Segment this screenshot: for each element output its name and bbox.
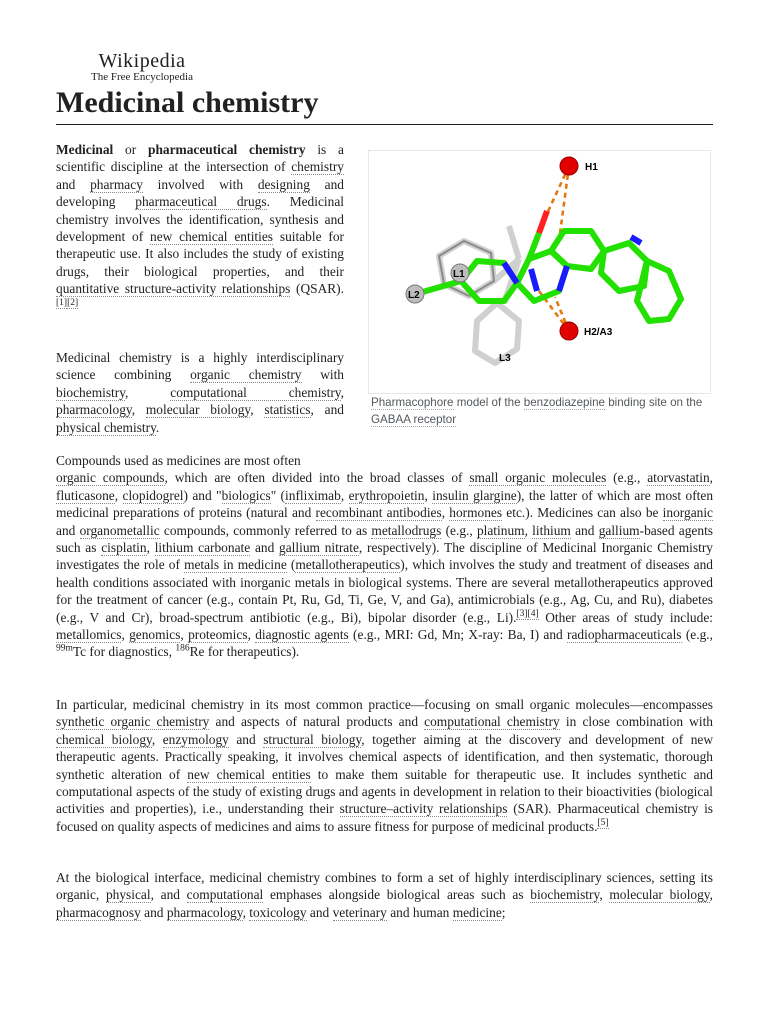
link-molecular-biology[interactable]: molecular biology <box>145 402 251 418</box>
paragraph-biological-interface: At the biological interface, medicinal chemistry combines to form a set of highly interdisciplinary sciences, setting its organic, physical, and computational emphases alongside biological areas such as biochemistry, molecular biology, pharmacognosy and pharmacology, toxicology and veterinary and human medicine; <box>56 870 713 920</box>
link-synthetic-organic-chemistry[interactable]: synthetic organic chemistry <box>56 714 210 730</box>
link-pharmacophore[interactable]: Pharmacophore <box>371 396 454 409</box>
label-l3: L3 <box>499 353 511 364</box>
link-recombinant-antibodies[interactable]: recombinant antibodies <box>315 505 442 521</box>
wikipedia-logo[interactable] <box>77 50 207 83</box>
link-pharmaceutical-drugs[interactable]: pharmaceutical drugs <box>135 194 267 210</box>
logo-wordmark: Wikipedia <box>98 50 186 72</box>
paragraph-intro: Medicinal or pharmaceutical chemistry is a scientific discipline at the intersection of chemistry and pharmacy involved with designing and developing pharmaceutical drugs. Medicinal chemistry involves the identification, synthesis and development of new chemical entities suitable for therapeutic use. It also includes the study of existing drugs, their biological properties, and their quantitative structure-activity relationships (QSAR).[1][2] <box>56 142 344 309</box>
citation-4[interactable]: [4] <box>527 609 539 620</box>
link-insulin-glargine[interactable]: insulin glargine <box>432 487 517 503</box>
title-underline <box>56 124 713 125</box>
link-cisplatin[interactable]: cisplatin <box>101 540 147 556</box>
link-gabaa-receptor[interactable]: GABAA receptor <box>371 413 457 426</box>
link-pharmacy[interactable]: pharmacy <box>90 176 143 192</box>
link-pharmacology[interactable]: pharmacology <box>56 402 132 418</box>
link-computational-chemistry-2[interactable]: computational chemistry <box>424 714 560 730</box>
link-gallium-nitrate[interactable]: gallium nitrate <box>279 540 359 556</box>
pharmacophore-figure[interactable] <box>368 150 711 394</box>
logo-tagline: The Free Encyclopedia <box>90 71 193 83</box>
paragraph-practice: In particular, medicinal chemistry in its most common practice—focusing on small organic molecules—encompasses synthetic organic chemistry and aspects of natural products and computational chemistry in close combination with chemical biology, enzymology and structural biology, together aiming at the discovery and development of new therapeutic agents. Practically speaking, it involves chemical aspects of identification, and then systematic, thorough synthetic alteration of new chemical entities to make them suitable for therapeutic use. It includes synthetic and computational aspects of the study of existing drugs and agents in development in relation to their bioactivities (biological activities and properties), i.e., understanding their structure–activity relationships (SAR). Pharmaceutical chemistry is focused on quality aspects of medicines and aims to assure fitness for purpose of medicinal products.[5] <box>56 697 713 834</box>
link-biochemistry-2[interactable]: biochemistry <box>530 887 600 903</box>
link-qsar[interactable]: quantitative structure-activity relationships <box>56 281 291 297</box>
link-organic-chemistry[interactable]: organic chemistry <box>190 367 302 383</box>
link-structure-activity-relationships[interactable]: structure–activity relationships <box>339 801 508 817</box>
link-inorganic[interactable]: inorganic <box>662 505 713 521</box>
link-new-chemical-entities-2[interactable]: new chemical entities <box>187 766 311 782</box>
link-biologics[interactable]: biologics <box>221 487 271 503</box>
link-structural-biology[interactable]: structural biology <box>263 731 362 747</box>
label-l2: L2 <box>408 290 420 301</box>
link-enzymology[interactable]: enzymology <box>162 731 229 747</box>
link-fluticasone[interactable]: fluticasone <box>56 487 115 503</box>
link-designing[interactable]: designing <box>257 176 310 192</box>
link-atorvastatin[interactable]: atorvastatin <box>647 470 710 486</box>
link-molecular-biology-2[interactable]: molecular biology <box>609 887 710 903</box>
citation-1[interactable]: [1] <box>56 298 68 309</box>
link-benzodiazepine[interactable]: benzodiazepine <box>523 396 605 409</box>
link-metals-in-medicine[interactable]: metals in medicine <box>184 557 287 573</box>
link-lithium[interactable]: lithium <box>532 522 571 538</box>
link-genomics[interactable]: genomics <box>129 627 181 643</box>
link-metallodrugs[interactable]: metallodrugs <box>371 522 442 538</box>
citation-5[interactable]: [5] <box>597 818 609 829</box>
paragraph-interdisciplinary: Medicinal chemistry is a highly interdisciplinary science combining organic chemistry with biochemistry, computational chemistry, pharmacology, molecular biology, statistics, and physical chemistry. <box>56 350 345 435</box>
figure-caption: Pharmacophore model of the benzodiazepine binding site on the GABAA receptor <box>371 396 703 426</box>
page-title: Medicinal chemistry <box>56 86 319 119</box>
link-statistics[interactable]: statistics <box>264 402 311 418</box>
link-lithium-carbonate[interactable]: lithium carbonate <box>154 540 251 556</box>
link-gallium[interactable]: gallium <box>598 522 640 538</box>
link-new-chemical-entities[interactable]: new chemical entities <box>150 229 274 245</box>
link-pharmacognosy[interactable]: pharmacognosy <box>56 904 141 920</box>
link-diagnostic-agents[interactable]: diagnostic agents <box>255 627 349 643</box>
label-h1: H1 <box>585 162 598 173</box>
link-metallotherapeutics[interactable]: metallotherapeutics <box>295 557 401 573</box>
link-platinum[interactable]: platinum <box>476 522 525 538</box>
link-chemical-biology[interactable]: chemical biology <box>56 731 152 747</box>
link-organometallic[interactable]: organometallic <box>79 522 160 538</box>
link-toxicology[interactable]: toxicology <box>249 904 307 920</box>
link-medicine[interactable]: medicine <box>452 904 502 920</box>
link-physical-chemistry[interactable]: physical chemistry <box>56 419 156 435</box>
link-pharmacology-2[interactable]: pharmacology <box>166 904 243 920</box>
link-biochemistry[interactable]: biochemistry <box>56 384 126 400</box>
link-infliximab[interactable]: infliximab <box>285 487 341 503</box>
label-h2a3: H2/A3 <box>584 327 613 338</box>
link-proteomics[interactable]: proteomics <box>188 627 248 643</box>
citation-3[interactable]: [3] <box>516 609 528 620</box>
link-computational[interactable]: computational <box>186 887 264 903</box>
link-physical[interactable]: physical <box>105 887 151 903</box>
link-computational-chemistry[interactable]: computational chemistry <box>170 384 341 400</box>
paragraph-compounds: Compounds used as medicines are most often organic compounds, which are often divided into the broad classes of small organic molecules (e.g., atorvastatin, fluticasone, clopidogrel) and "biologics" (infliximab, erythropoietin, insulin glargine), the latter of which are most often medicinal preparations of proteins (natural and recombinant antibodies, hormones etc.). Medicines can also be inorganic and organometallic compounds, commonly referred to as metallodrugs (e.g., platinum, lithium and gallium-based agents such as cisplatin, lithium carbonate and gallium nitrate, respectively). The discipline of Medicinal Inorganic Chemistry investigates the role of metals in medicine (metallotherapeutics), which involves the study and treatment of diseases and health conditions associated with inorganic metals in biological systems. There are several metallotherapeutics approved for the treatment of cancer (e.g., contain Pt, Ru, Gd, Ti, Ge, V, and Ga), antimicrobials (e.g., Ag, Cu, and Ru), diabetes (e.g., V and Cr), broad-spectrum antibiotic (e.g., Bi), bipolar disorder (e.g., Li).[3][4] Other areas of study include: metallomics, genomics, proteomics, diagnostic agents (e.g., MRI: Gd, Mn; X-ray: Ba, I) and radiopharmaceuticals (e.g., $^{99m}$Tc for diagnostics, $^{186}$Re for therapeutics). <box>56 453 714 660</box>
link-organic-compounds[interactable]: organic compounds <box>56 470 165 486</box>
link-radiopharmaceuticals[interactable]: radiopharmaceuticals <box>567 627 682 643</box>
link-metallomics[interactable]: metallomics <box>56 627 122 643</box>
pharmacophore-molecule-image <box>369 151 710 393</box>
link-erythropoietin[interactable]: erythropoietin <box>348 487 425 503</box>
link-chemistry[interactable]: chemistry <box>291 159 344 175</box>
link-veterinary[interactable]: veterinary <box>332 904 387 920</box>
label-l1: L1 <box>453 269 465 280</box>
link-clopidogrel[interactable]: clopidogrel <box>122 487 184 503</box>
link-small-organic-molecules[interactable]: small organic molecules <box>469 470 607 486</box>
citation-2[interactable]: [2] <box>67 298 79 309</box>
link-hormones[interactable]: hormones <box>449 505 503 521</box>
